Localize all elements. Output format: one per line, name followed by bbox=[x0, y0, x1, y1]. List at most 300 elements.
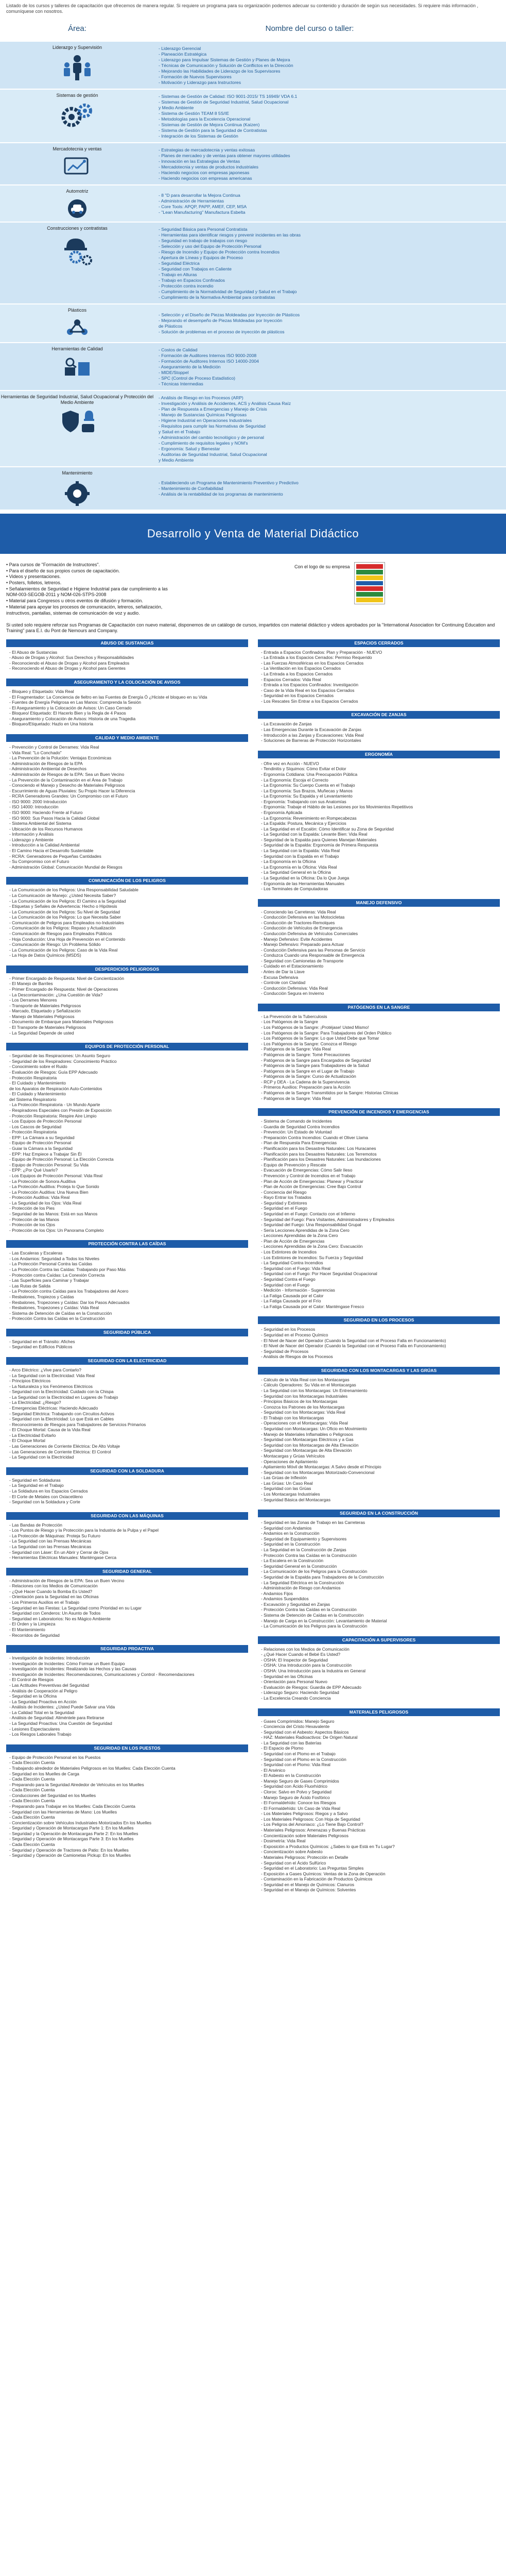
catalog-course-item: - Seguridad con la Electricidad: Lo que Está en Cables bbox=[9, 1416, 114, 1422]
course-item: - Técnicas Intermedias bbox=[159, 381, 203, 386]
catalog-course-item: - Seguridad de la Espalda para Quienes Manejan Materiales bbox=[261, 837, 377, 842]
course-item: - Cumplimiento de requisitos legales y NOM's bbox=[159, 440, 248, 446]
course-list bbox=[159, 46, 293, 86]
area-cell bbox=[0, 391, 154, 466]
catalog-course-item: - Seguridad con las Grúas bbox=[261, 1486, 311, 1492]
catalog-course-list bbox=[258, 1716, 500, 1893]
catalog-course-item: - Soluciones de Barreras de Protección Horizontales bbox=[261, 738, 361, 743]
catalog-course-item: - La Escalera en la Construcción bbox=[261, 1558, 324, 1564]
catalog-course-item: - Orientación para Personal Nuevo bbox=[261, 1679, 327, 1685]
course-list bbox=[159, 312, 300, 335]
catalog-course-item: - Conciencia del Cristo Hexavalente bbox=[261, 1724, 330, 1730]
catalog-course-item: - RCRA Generadores Grandes: Un Compromiso con el Futuro bbox=[9, 793, 128, 799]
leadership-icon bbox=[61, 54, 94, 84]
catalog-course-item: - Conociendo las Carreteras: Vida Real bbox=[261, 909, 336, 914]
catalog-course-item: - El Control de Riesgos bbox=[9, 1677, 54, 1683]
catalog-course-list bbox=[258, 758, 500, 892]
catalog-course-item: - Seguridad con el Plomo en la Construcción bbox=[261, 1756, 346, 1762]
catalog-course-item: - Preparación Contra Incendios: Cuando el Oliver Llama bbox=[261, 1134, 369, 1140]
catalog-section bbox=[258, 1708, 500, 1893]
course-item: - Formación de Nuevos Supervisores bbox=[159, 74, 232, 79]
area-cell bbox=[0, 42, 154, 89]
catalog-course-item: - Seguridad de Equipamiento y Supervisores bbox=[261, 1536, 347, 1541]
catalog-course-item: - Planificación para los Desastres Naturales: Los Huracanes bbox=[261, 1146, 376, 1151]
course-item: - Core Tools: APQP, PAPP, AMEF, CEP, MSA bbox=[159, 204, 247, 209]
catalog-course-item: - Equipo de Protección Personal: Su Vida bbox=[9, 1162, 89, 1167]
catalog-column-left bbox=[6, 639, 248, 1900]
catalog-section bbox=[258, 1510, 500, 1629]
area-row bbox=[0, 466, 506, 510]
catalog-course-item: - Operaciones con el Montacargas: Vida Real bbox=[261, 1420, 348, 1426]
course-item: - Formación de Auditores Internos ISO 9000-2008 bbox=[159, 352, 257, 358]
catalog-section-title: SEGURIDAD EN LOS PUESTOS bbox=[6, 1744, 248, 1752]
catalog-course-item: - Concientización sobre Asbesto bbox=[261, 1849, 323, 1855]
catalog-course-item: - Ergonomía: Trabajando con sus Anatomías bbox=[261, 799, 346, 804]
area-title: Construcciones y contratistas bbox=[47, 226, 108, 231]
area-row bbox=[0, 342, 506, 390]
catalog-course-item: - Seguridad en la Oficina bbox=[9, 1693, 57, 1699]
catalog-course-list bbox=[258, 1324, 500, 1359]
catalog-course-item: - Seguridad en los Procesos bbox=[261, 1327, 316, 1332]
catalog-course-item: - Análisis de Cooperación al Peligro bbox=[9, 1688, 78, 1693]
catalog-section-title: SEGURIDAD CON LAS MÁQUINAS bbox=[6, 1512, 248, 1520]
catalog-course-item: - Patógenos de la Sangre: Curso de Actualización bbox=[261, 1074, 356, 1079]
catalog-course-item: - Investigación de Incidentes: Recomendaciones, Comunicaciones y Control - Recomendaciones bbox=[9, 1671, 195, 1677]
catalog-course-item: - El Abuso de Sustancias bbox=[9, 649, 58, 655]
didactic-item: • Posters, folletos, letreros. bbox=[6, 580, 62, 586]
catalog-course-item: - OSHA: El Inspector de Seguridad bbox=[261, 1657, 328, 1663]
catalog-course-item: - Planificación para los Desastres Naturales: Los Terremotos bbox=[261, 1151, 377, 1157]
catalog-course-item: - Materiales Peligrosos: Amenazas y Buenas Prácticas bbox=[261, 1827, 365, 1833]
catalog-course-item: - Los Riesgos Laborales Trabajo bbox=[9, 1732, 72, 1737]
construction-icon bbox=[59, 234, 95, 270]
area-table bbox=[0, 41, 506, 510]
course-item: - 8 "D para desarrollar la Mejora Continua bbox=[159, 192, 240, 198]
catalog-course-item: - Seguridad con el Ácido Sulfúrico bbox=[261, 1860, 326, 1866]
area-cell bbox=[0, 185, 154, 222]
catalog-section-title: SEGURIDAD PÚBLICA bbox=[6, 1329, 248, 1336]
area-cell bbox=[0, 467, 154, 510]
course-list bbox=[159, 395, 291, 463]
catalog-course-item: - La Electricidad Evitarlo bbox=[9, 1432, 56, 1438]
catalog-section-title: SEGURIDAD GENERAL bbox=[6, 1568, 248, 1575]
catalog-section bbox=[258, 1367, 500, 1502]
catalog-course-item: - Guardia de Seguridad Contra Incendios bbox=[261, 1124, 340, 1129]
catalog-section-title: ERGONOMÍA bbox=[258, 751, 500, 758]
catalog-course-item: - Conducción Defensiva en las Motocicletas bbox=[261, 914, 345, 920]
course-list bbox=[159, 347, 259, 387]
course-item: - Costos de Calidad bbox=[159, 347, 198, 352]
catalog-course-item: - Seguridad de las Respiraciones: Un Asunto Seguro bbox=[9, 1053, 110, 1059]
catalog-course-item: - La Seguridad Proactiva: Una Cuestión de Seguridad bbox=[9, 1721, 112, 1726]
catalog-course-item: - Plan de Acción de Emergencias: Planear y Practicar bbox=[261, 1178, 363, 1184]
catalog-course-item: - Análisis de Incidentes: ¿Usted Puede Salvar una Vida bbox=[9, 1704, 115, 1710]
catalog-course-item: - Los Patógenos de la Sangre: Conozca el Riesgo bbox=[261, 1041, 357, 1046]
course-item: - Análisis de la rentabilidad de los programas de mantenimiento bbox=[159, 492, 283, 497]
catalog-course-item: - Cada Elección Cuenta bbox=[9, 1787, 55, 1793]
catalog-course-item: - Seguridad con Ácido Fluorhídrico bbox=[261, 1784, 327, 1789]
catalog-course-item: - Entrada a los Espacios Confinados: Investigación bbox=[261, 682, 359, 688]
area-table-header bbox=[0, 18, 506, 41]
catalog-course-item: - Administración de Riesgos de la EPA: Sea un Buen Vecino bbox=[9, 1578, 125, 1583]
catalog-section-title: SEGURIDAD CON LA ELECTRICIDAD bbox=[6, 1357, 248, 1365]
catalog-course-item: - El Corte de Metales con Oxiacetileno bbox=[9, 1494, 83, 1499]
logo-caption: Con el logo de su empresa bbox=[294, 564, 350, 569]
course-item: - Planeación Estratégica bbox=[159, 51, 207, 57]
catalog-course-item: - Los Extintores de Incendios bbox=[261, 1249, 317, 1255]
catalog-course-item: - Patógenos de la Sangre para Trabajadores de la Salud bbox=[261, 1063, 369, 1069]
catalog-course-item: - Las Rutas de Salida bbox=[9, 1283, 51, 1289]
catalog-course-item: - Concientización sobre Vehículos Industriales Motorizados En los Muelles bbox=[9, 1820, 152, 1825]
course-column-header: Nombre del curso o taller: bbox=[265, 24, 354, 33]
course-item: - Mercadotecnia y ventas de productos industriales bbox=[159, 164, 258, 170]
catalog-course-item: - Dosimetría: Vida Real bbox=[261, 1838, 306, 1844]
catalog-course-list bbox=[6, 1653, 248, 1737]
catalog-course-item: - La Seguridad Depende de usted bbox=[9, 1030, 74, 1036]
catalog-course-item: - Protección Contra las Caídas en la Construcción bbox=[9, 1316, 105, 1321]
catalog-course-item: - La Seguridad con las Baterías bbox=[261, 1740, 322, 1745]
catalog-course-item: - Seguridad en los Espacios Cerrados bbox=[261, 693, 334, 699]
didactic-item: • Videos y presentaciones. bbox=[6, 574, 61, 580]
catalog-course-item: - Seguridad con Láser: En un Abrir y Cerrar de Ojos bbox=[9, 1549, 109, 1555]
banner-title: Desarrollo y Venta de Material Didáctico bbox=[147, 527, 359, 540]
catalog-course-item: - Ubicación de los Recursos Humanos bbox=[9, 826, 83, 832]
catalog-course-item: - Manejo Defensivo: Evite Accidentes bbox=[261, 936, 333, 942]
catalog-course-item: - Escurrimiento de Aguas Pluviales: Su Propio Hacer la Diferencia bbox=[9, 788, 135, 793]
catalog-section-title: SEGURIDAD PROACTIVA bbox=[6, 1645, 248, 1653]
catalog-course-item: - El Manejo de Barriles bbox=[9, 981, 53, 987]
catalog-course-item: - Su Compromiso con el Futuro bbox=[9, 859, 69, 865]
catalog-course-item: - Sistema de Detención de Caídas en la Construcción bbox=[261, 1612, 364, 1618]
area-cell bbox=[0, 343, 154, 390]
catalog-course-item: - Rayo Entrar los Tratados bbox=[261, 1195, 311, 1200]
catalog-course-item: - EPP: Haz Empiece a Trabajar Sin Él bbox=[9, 1151, 82, 1157]
catalog-course-item: - Equipo de Protección Personal: La Elección Correcta bbox=[9, 1157, 114, 1162]
catalog-course-item: - Arco Eléctrico: ¿Vive para Contarlo? bbox=[9, 1367, 81, 1372]
catalog-course-item: - La Soldadura en los Espacios Cerrados bbox=[9, 1488, 88, 1494]
catalog-course-item: - Investigación de Incidentes: Cómo Formar un Buen Equipo bbox=[9, 1660, 125, 1666]
catalog-course-item: - Seguridad con el Asbesto: Aspectos Básicos bbox=[261, 1729, 349, 1735]
catalog-course-item: - La Comunicación de los Peligros: Una Responsabilidad Saludable bbox=[9, 887, 138, 893]
catalog-course-item: - El Choque Mortal bbox=[9, 1438, 45, 1444]
course-cell bbox=[154, 467, 506, 510]
catalog-course-item: - Los Montacargas Industriales bbox=[261, 1492, 320, 1497]
catalog-course-item: - La Fatiga Causada por el Calor: Manténgase Fresco bbox=[261, 1303, 364, 1309]
catalog-section-title: SEGURIDAD EN LA CONSTRUCCIÓN bbox=[258, 1510, 500, 1517]
catalog-course-item: - Los Derrames Menores bbox=[9, 997, 57, 1003]
catalog-section bbox=[6, 734, 248, 870]
catalog-course-item: - La Ergonomía: Revenimiento en Rompecabezas bbox=[261, 815, 357, 821]
catalog-course-item: - Los Rescates Sin Entrar a los Espacios Cerrados bbox=[261, 698, 358, 704]
catalog-section-title: PREVENCIÓN DE INCENDIOS Y EMERGENCIAS bbox=[258, 1108, 500, 1116]
catalog-course-item: - La Comunicación de los Peligros: Caso de la Vida Real bbox=[9, 947, 118, 953]
catalog-course-list bbox=[6, 647, 248, 671]
catalog-section-title: PROTECCIÓN CONTRA LAS CAÍDAS bbox=[6, 1240, 248, 1248]
catalog-course-item: - Gases Comprimidos: Manejo Seguro bbox=[261, 1718, 335, 1724]
catalog-course-item: - Seguridad con las Herramientas de Mano: Los Muelles bbox=[9, 1809, 117, 1815]
catalog-course-item: - La Fatiga Causada por el Calor bbox=[261, 1293, 324, 1298]
catalog-course-item: - La Seguridad con la Espalda: Vida Real bbox=[261, 848, 340, 854]
didactic-item: • Señalamientos de Seguridad e Higiene Industrial para dar cumplimiento a las bbox=[6, 586, 168, 591]
catalog-course-item: - La Protección Auditiva: Una Nueva Bien bbox=[9, 1189, 89, 1195]
catalog-course-item: - Hoja Conducción: Una Hoja de Prevención en el Contenido bbox=[9, 936, 126, 942]
catalog-course-item: de los Aparatos de Respiración Auto-Contenidos bbox=[9, 1086, 102, 1091]
catalog-course-item: - Liderazgo Seguro: Haciendo Seguridad bbox=[261, 1690, 339, 1696]
catalog-course-list bbox=[6, 1520, 248, 1561]
catalog-course-item: - Entrada a Espacios Confinados: Plan y Preparación - NUEVO bbox=[261, 649, 382, 655]
catalog-course-item: - Andamios en la Construcción bbox=[261, 1531, 320, 1536]
catalog-course-item: - Introducción a la Calidad Ambiental bbox=[9, 842, 80, 848]
catalog-section-title: EXCAVACIÓN DE ZANJAS bbox=[258, 711, 500, 719]
catalog-course-list bbox=[6, 1336, 248, 1350]
automotive-icon bbox=[65, 197, 90, 222]
catalog-course-item: - Caso de la Vida Real en los Espacios Cerrados bbox=[261, 687, 355, 693]
catalog-course-item: - Exposición a Productos Químicos: ¿Sabes lo que Está en Tu Lugar? bbox=[261, 1843, 395, 1849]
catalog-section-title: SEGURIDAD EN LOS PROCESOS bbox=[258, 1316, 500, 1324]
catalog-section bbox=[258, 751, 500, 892]
catalog-course-item: - Conducción Defensiva: Vida Real bbox=[261, 985, 328, 991]
catalog-course-item: - La Espalda: Postura, Mecánica y Ejercicios bbox=[261, 821, 346, 826]
catalog-course-item: - Clorox: Salvo en Polvo y Seguridad bbox=[261, 1789, 331, 1795]
catalog-course-item: - Seguridad en el Manejo de Químicos: Solventes bbox=[261, 1887, 356, 1893]
catalog-course-item: - Antes de Dar la Llave bbox=[261, 969, 305, 975]
catalog-course-item: - La Ergonomía: Su Espalda y el Levantamiento bbox=[261, 793, 353, 799]
catalog-course-item: - Los Cascos de Seguridad bbox=[9, 1124, 62, 1129]
catalog-course-item: - La Prevención de la Contaminación en el Área de Trabajo bbox=[9, 777, 123, 783]
catalog-course-item: - La Seguridad con los Montacargas: Un Entrenamiento bbox=[261, 1388, 368, 1394]
catalog-course-item: - Protección de los Ojos bbox=[9, 1222, 55, 1228]
catalog-course-item: - Protección de los Ojos: Un Panorama Completo bbox=[9, 1227, 104, 1233]
catalog-course-item: - Seguridad de Procesos bbox=[261, 1348, 309, 1354]
catalog-course-item: - Seguridad de los Respiradores: Conocimiento Práctico bbox=[9, 1058, 117, 1064]
catalog-course-item: - Manejo de Materiales Inflamables o Peligrosos bbox=[261, 1431, 353, 1437]
catalog-course-item: - La Ventilación en los Espacios Cerrados bbox=[261, 666, 341, 671]
catalog-course-item: - Seguridad y la Operación de Montacargas Parte 2: En los Muelles bbox=[9, 1831, 138, 1836]
catalog-course-item: - El Nivel de Nacer del Operador (Cuando la Seguridad con el Proceso Falla en Funcionamiento) bbox=[261, 1337, 446, 1343]
catalog-course-item: - Seguridad con el Fuego: Vida Real bbox=[261, 1265, 330, 1271]
course-item: - Trabajo en Alturas bbox=[159, 272, 197, 277]
catalog-course-item: - Prevención y Control de Incendios en el Trabajo bbox=[261, 1173, 356, 1178]
catalog-course-item: - Los Terminales de Computadoras bbox=[261, 886, 328, 892]
catalog-course-item: - Protección Contra las Caídas en la Construcción bbox=[261, 1607, 357, 1613]
catalog-course-list bbox=[258, 907, 500, 996]
logo-sample-block bbox=[274, 562, 500, 616]
area-column-header: Área: bbox=[68, 24, 86, 33]
catalog-course-item: - Controle con Claridad bbox=[261, 980, 306, 986]
catalog-course-item: - Seguridad con los Montacargas: Vida Real bbox=[261, 1410, 345, 1415]
course-item: - Mantenimiento de Confiabilidad bbox=[159, 486, 223, 492]
area-title: Plásticos bbox=[67, 308, 86, 313]
course-item: - Planes de mercadeo y de ventas para obtener mayores utilidades bbox=[159, 152, 290, 158]
course-item: - Sistemas de Gestión de Seguridad Industrial, Salud Ocupacional bbox=[159, 99, 289, 105]
catalog-section bbox=[258, 639, 500, 704]
catalog-course-item: - La Seguridad en la Oficina: Da lo Que Juega bbox=[261, 875, 350, 880]
catalog-course-item: - La Seguridad con las Prensas Mecánicas bbox=[9, 1538, 92, 1544]
catalog-section bbox=[258, 1316, 500, 1359]
catalog-course-item: - Las Grúas: Un Caso Real bbox=[261, 1480, 313, 1486]
catalog-course-item: - Seguridad con el Fuego: Por Hacer Seguridad Ocupacional bbox=[261, 1271, 377, 1277]
catalog-course-list bbox=[258, 1644, 500, 1701]
catalog-course-item: - Seguridad y Extintores bbox=[261, 1200, 307, 1206]
catalog-course-item: - La Comunicación de los Peligros para la Construcción bbox=[261, 1623, 368, 1629]
catalog-course-item: - Los Patógenos de la Sangre bbox=[261, 1019, 318, 1025]
catalog-course-item: - Seguridad y Operación de Montacargas Parte 3: En los Muelles bbox=[9, 1836, 134, 1842]
catalog-course-item: - Los Equipos de Protección Personal: Vida Real bbox=[9, 1173, 102, 1178]
catalog-course-item: - Administración Ambiental de Desechos bbox=[9, 766, 86, 772]
course-item: y Medio Ambiente bbox=[159, 457, 194, 463]
catalog-course-item: - Comunicación de Riesgos para Empleados Públicos bbox=[9, 930, 112, 936]
catalog-course-item: - Plan de Acción de Emergencias bbox=[261, 1238, 325, 1244]
catalog-course-item: - Resbalones, Tropezones y Caídas: Vida Real bbox=[9, 1305, 99, 1311]
catalog-course-item: - Preparando para la Seguridad Alrededor de Vehículos en los Muelles bbox=[9, 1782, 144, 1787]
catalog-course-item: - Relaciones con los Medios de Comunicación bbox=[9, 1583, 98, 1589]
course-item: - Seguridad Eléctrica bbox=[159, 261, 200, 266]
catalog-course-item: - Apilamiento Móvil de Montacargas: A Salvo desde el Principio bbox=[261, 1464, 381, 1470]
catalog-course-item: - Seguridad en las Fiestas: La Seguridad como Prioridad en su Lugar bbox=[9, 1605, 142, 1611]
catalog-course-item: - Análisis de Seguridad: Aliméntele para Retirarse bbox=[9, 1715, 104, 1721]
course-item: - Sistema de Gestión TEAM 8 5S/IE bbox=[159, 110, 229, 116]
course-item: - Sistemas de Gestión de Mejora Continua (Kaizen) bbox=[159, 122, 260, 127]
catalog-course-item: - Manejo Seguro de Gases Comprimidos bbox=[261, 1778, 339, 1784]
catalog-section bbox=[258, 1004, 500, 1101]
catalog-course-item: - Ergonomía Cotidiana: Una Preocupación Pública bbox=[261, 771, 358, 777]
catalog-course-item: - Seguridad con Montacargas de Alta Elevación bbox=[261, 1448, 352, 1453]
catalog-course-item: - Seguridad en las Zonas de Trabajo en las Carreteras bbox=[261, 1520, 365, 1526]
catalog-course-item: - Conducción de Tractores-Remolques bbox=[261, 920, 335, 925]
catalog-course-item: - Exposición a Gases Químicos: Ventas de la Zona de Operación bbox=[261, 1871, 386, 1876]
catalog-course-item: - Manejo de Materiales Peligrosos bbox=[9, 1013, 75, 1019]
catalog-course-item: - Reconocimiento de Riesgos para Trabajadores de Servicios Primarios bbox=[9, 1421, 146, 1427]
catalog-course-item: - Equipo de Protección Personal bbox=[9, 1140, 72, 1146]
catalog-course-item: - La Protección contra Caídas para los Trabajadores del Acero bbox=[9, 1289, 129, 1294]
course-cell bbox=[154, 304, 506, 342]
catalog-course-item: - Bloqueo/ Etiquetado: El Hacerlo Bien y la Regla de 4 Pasos bbox=[9, 710, 126, 716]
catalog-course-item: - Lesiones Espectaculares bbox=[9, 1726, 60, 1732]
catalog-course-item: - Protección Respiratoria bbox=[9, 1129, 57, 1135]
catalog-course-item: - Cada Elección Cuenta bbox=[9, 1760, 55, 1766]
catalog-course-item: - Patógenos de la Sangre: Tomé Precauciones bbox=[261, 1052, 351, 1057]
catalog-course-item: - Operaciones de Apilamiento bbox=[261, 1459, 318, 1464]
course-item: - "Lean Manufacturing" Manufactura Esbelta bbox=[159, 209, 246, 215]
gears-icon bbox=[59, 101, 95, 132]
course-cell bbox=[154, 223, 506, 303]
catalog-course-item: - Vida Real: "Lo Conchado" bbox=[9, 750, 62, 755]
catalog-section bbox=[6, 1568, 248, 1638]
catalog-course-item: - Materiales Peligrosos: Protección en Detalle bbox=[261, 1854, 348, 1860]
catalog-course-item: - Las Generaciones de Corriente Eléctrica: De Alto Voltaje bbox=[9, 1444, 120, 1449]
catalog-section bbox=[258, 711, 500, 743]
area-row bbox=[0, 184, 506, 222]
catalog-course-item: - Los Puntos de Riesgo y la Protección para la Industria de la Pulpa y el Papel bbox=[9, 1528, 159, 1533]
catalog-section-title: DESPERDICIOS PELIGROSOS bbox=[6, 965, 248, 973]
catalog-course-item: - La Electricidad: ¿Riesgo? bbox=[9, 1400, 61, 1405]
catalog-section-title: COMUNICACIÓN DE LOS PELIGROS bbox=[6, 877, 248, 885]
catalog-course-item: - Plan de Acción de Emergencias: Cree Bajo Control bbox=[261, 1184, 361, 1190]
catalog-course-list bbox=[6, 1752, 248, 1858]
plastics-icon bbox=[63, 316, 91, 342]
area-row bbox=[0, 390, 506, 466]
catalog-section bbox=[258, 1108, 500, 1309]
catalog-course-item: - Cada Elección Cuenta bbox=[9, 1842, 55, 1848]
catalog-course-item: - Cada Elección Cuenta bbox=[9, 1798, 55, 1804]
safety-sign-sample-icon bbox=[354, 562, 385, 604]
catalog-course-item: - RCP y DEA - La Cadena de la Supervivencia bbox=[261, 1079, 350, 1084]
catalog-course-item: - Ergonomía Aplicada bbox=[261, 809, 303, 815]
catalog-section-title: EQUIPOS DE PROTECCIÓN PERSONAL bbox=[6, 1043, 248, 1050]
catalog-course-item: - Reconociendo el Abuso de Drogas y Alcohol para Empleados bbox=[9, 660, 130, 666]
catalog-course-item: - Evaluación de Riesgos: Guardia de EPP Adecuado bbox=[261, 1684, 361, 1690]
catalog-course-item: - Resbalones, Tropiezos y Caídas bbox=[9, 1294, 74, 1299]
safety-tools-icon bbox=[59, 409, 95, 437]
catalog-course-item: - Conociendo el Manejo y Desecho de Materiales Peligrosos bbox=[9, 783, 125, 788]
catalog-course-item: - Tendinitis y Síquimos: Cómo Evitar el Dolor bbox=[261, 766, 346, 772]
catalog-course-item: - Emergencias Eléctricas: Haciendo Adecuado bbox=[9, 1405, 98, 1411]
catalog-course-item: - Conducción Defensiva de Vehículos Comerciales bbox=[261, 930, 358, 936]
catalog-course-item: - La Ergonomía: Escoja el Correcto bbox=[261, 777, 328, 783]
catalog-course-item: - El Nivel de Nacer del Operador (Cuando la Seguridad con el Proceso Falla en Funcionamiento) bbox=[261, 1343, 446, 1349]
catalog-course-item: - Evacuación de Emergencias: Cómo Salir Ileso bbox=[261, 1167, 353, 1173]
catalog-section-title: CALIDAD Y MEDIO AMBIENTE bbox=[6, 734, 248, 742]
catalog-course-item: - Primer Encargado de Respuesta: Nivel de Concientización bbox=[9, 975, 124, 981]
catalog-section bbox=[258, 1636, 500, 1701]
catalog-course-item: - Patógenos de la Sangre Transmitidos por la Sangre: Historias Clínicas bbox=[261, 1090, 398, 1095]
catalog-section-title: ASEGURAMIENTO Y LA COLOCACIÓN DE AVISOS bbox=[6, 679, 248, 686]
didactic-item: • Material para apoyar los procesos de comunicación, letreros, señalización, bbox=[6, 604, 163, 609]
catalog-course-item: - Administración de Riesgos de la EPA bbox=[9, 760, 83, 766]
catalog-course-item: - Seguridad Eléctrica: Trabajando con Circuitos Activos bbox=[9, 1411, 114, 1416]
catalog-course-item: - Seguridad en el Fuego bbox=[261, 1206, 307, 1211]
catalog-course-item: - Seguridad con la Espalda en el Trabajo bbox=[261, 853, 339, 859]
catalog-course-list bbox=[258, 1116, 500, 1309]
catalog-course-list bbox=[258, 1011, 500, 1101]
catalog-section-title: MATERIALES PELIGROSOS bbox=[258, 1708, 500, 1716]
catalog-course-item: - Primer Encargado de Respuesta: Nivel de Operaciones bbox=[9, 987, 118, 992]
catalog-course-item: - Los Materiales Peligrosos: Con Hoja de Seguridad bbox=[261, 1816, 360, 1822]
course-item: - Mejorando las Habilidades de Liderazgo de los Supervisores bbox=[159, 68, 281, 74]
catalog-course-item: - El Formaldehído: Conoce los Riesgos bbox=[261, 1800, 336, 1806]
area-title: Sistemas de gestión bbox=[56, 92, 98, 98]
course-item: - Seguridad en trabajo de trabajos con riesgo bbox=[159, 238, 247, 243]
catalog-course-item: - Herramientas Eléctricas Manuales: Manténgase Cerca bbox=[9, 1555, 117, 1561]
area-row bbox=[0, 142, 506, 184]
course-item: - Selección y uso del Equipo de Protección Personal bbox=[159, 244, 261, 249]
catalog-course-item: - La Seguridad con la Electricidad: Vida Real bbox=[9, 1372, 95, 1378]
course-cell bbox=[154, 391, 506, 466]
catalog-course-item: - Seguridad y Operación de Camionetas Pickup: En los Muelles bbox=[9, 1853, 131, 1858]
catalog-course-item: - Protección Auditiva: Vida Real bbox=[9, 1195, 70, 1200]
catalog-course-item: - Cálculo Operadores: Su Vida en el Montacargas bbox=[261, 1382, 356, 1388]
catalog-course-item: - Sería Lecciones Aprendidas de la Zona Cero bbox=[261, 1227, 350, 1233]
catalog-course-list bbox=[258, 1517, 500, 1629]
catalog-course-item: - Las Actitudes Preventivas del Seguridad bbox=[9, 1682, 90, 1688]
catalog-paragraph: Si usted solo requiere reforzar sus Programas de Capacitación con nuevo material, disponemos de un catálogo de cursos, impartidos con material didáctico y videos aprobados por la "International Association for Continuing Education and Training" para E.I. du Pont de Nemours and Company. bbox=[6, 622, 495, 634]
course-item: y Medio Ambiente bbox=[159, 105, 194, 110]
catalog-course-item: - ISO 14000: Introducción bbox=[9, 804, 59, 810]
catalog-course-item: - Ergonomía: Trabaje el Hábito de las Lesiones por los Movimientos Repetitivos bbox=[261, 804, 413, 810]
section-banner bbox=[0, 514, 506, 554]
catalog-course-item: - Sistema de Detención de Caídas en la Construcción bbox=[9, 1310, 112, 1316]
catalog-course-item: - La Protección Respiratoria - Un Mundo Aparte bbox=[9, 1102, 100, 1108]
catalog-course-item: - Información y Análisis bbox=[9, 832, 54, 837]
course-item: - Auditorias de Seguridad Industrial, Salud Ocupacional bbox=[159, 451, 267, 457]
catalog-course-item: - Seguridad y Operación de Montacargas Parte 1: En los Muelles bbox=[9, 1825, 134, 1831]
catalog-course-item: - Seguridad con los Montacargas Industriales bbox=[261, 1393, 348, 1399]
catalog-course-list bbox=[258, 1375, 500, 1502]
catalog-course-item: - Sistema de Comando de Incidentes bbox=[261, 1118, 332, 1124]
catalog-course-item: - Seguridad con la Soldadura y Corte bbox=[9, 1499, 80, 1505]
catalog-course-item: - La Seguridad con la Electricidad bbox=[9, 1454, 74, 1460]
catalog-course-item: - La Seguridad Contra Incendios bbox=[261, 1260, 323, 1266]
